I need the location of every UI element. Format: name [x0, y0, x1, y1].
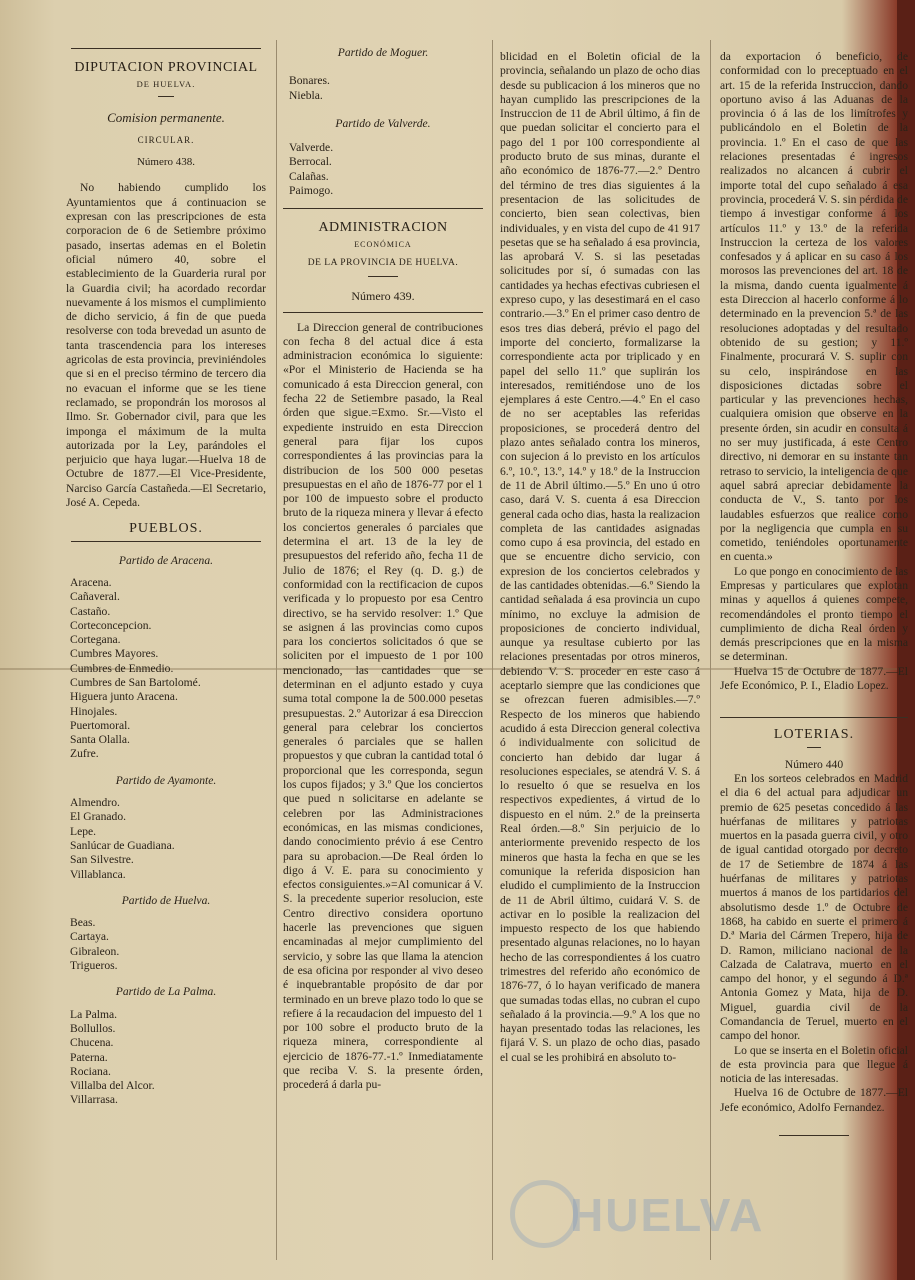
notice-number: Número 440 [784, 757, 844, 771]
section-title: Comision permanente. [107, 109, 225, 125]
town-item: Aracena. [70, 575, 112, 589]
notice-body: La Direccion general de contribuciones con fecha 8 del actual dice á esta administracion económica lo siguiente: «Por el Ministerio de Hacienda se ha comunicado á esta Direccion general, con fecha 22 de Setiembre pasado, la Real órden que sigue.=Exmo. Sr.—Visto el expediente instruido en esta Direccion general para fijar los cupos correspondientes á las provincias para la distribucion de los 500 000 pesetas presupuestas en el año de 1876-77 por el 1 por 100 de impuesto sobre el producto bruto de la riqueza minera y llevar á efecto los conciertos generales ó parciales que determina el art. 13 de la ley de presupuestos del referido año, fecha 11 de Julio de 1876; el Rey (q. D. g.) de conformidad con la rectificacion de cupos verificada y lo propuesto por esa Centro directivo, se ha servido resolver: 1.º Que se asignen á las provincias como cupos para los conciertos solicitados ó que se soliciten por el impuesto de 1 por 100 mencionado, las cantidades que se determinan en el adjunto estado y cuya suma total compone la de 500.000 pesetas presupuestas. 2.º Autorizar á esa Direccion general para celebrar los conciertos generales ó parciales que se hallen propuestos y que cubran la cantidad total ó proporcional que les corresponda, segun los cupos fijados; y 3.º Que los conciertos que pued n solicitarse en adelante se celebren por las Administraciones económicas, en las mismas condiciones, dando conocimiento prévio á ese Centro para su aprobacion.—De Real órden lo digo á V. E. para su conocimiento y efectos consiguientes.»=Al comunicar á V. S. la precedente superior resolucion, este Centro directivo considera oportuno hacerle las prevenciones que siguen encaminadas al mejor cumplimiento del servicio, y sobre las que llama la atencion de esa oficina por responder al vivo deseo é inquebrantable propósito de dar por terminado en un breve plazo todo lo que se refiere á la recaudacion del impuesto del 1 por 100 sobre el producto bruto de la riqueza minera, correspondiente al ejercicio de 1876-77.-1.º Inmediatamente que reciba V. S. la presente órden, procederá á darla pu- [283, 320, 483, 1092]
notice-body-continued: da exportacion ó beneficio, de conformidad con lo preceptuado en el art. 15 de la referida Instruccion, dando oportuno aviso á las Aduanas de la provincia ó á las de los limítrofes y publicándolo en el Boletin de la provincia. 1.º En el caso de que las relaciones presentadas é ingresos realizados no alcancen á cubrir el importe total del cupo señalado á esa provincia, procederá V. S. sin pérdida de tiempo á investigar conforme á los artículos 11.º y 13.º de la referida Instruccion la certeza de los valores confesados y á aplicar en su caso á los morosos las prevenciones del art. 18 de la misma, dando cuenta igualmente á esta Direccion al hacerlo conforme á lo determinado en la prevencion 5.ª de las resoluciones adoptadas y del resultado obtenido de su gestion; y 11.º Finalmente, procurará V. S. suplir con su celo, inspirándose en las disposiciones dictadas sobre el particular y las prevenciones hechas, cualquiera omision que observe en la presente órden, sin acudir en consulta á no ser muy justificada, á este Centro directivo, ni demorar en su instante tan retraso to servicio, la inteligencia de que aquel sabrá apreciar debidamente la conducta de V., S. tanto por los laudables esfuerzos que realice como por la negligencia que cumpla en su cometido, teniéndoles oportunamente en cuenta.» [720, 50, 908, 564]
short-rule [158, 96, 174, 97]
lottery-paragraph: Lo que se inserta en el Boletin oficial de esta provincia para que llegue á noticia de las interesadas. [720, 1043, 908, 1086]
short-rule [807, 747, 821, 748]
town-list [289, 74, 483, 103]
column-divider [710, 40, 711, 1260]
district-title: Partido de La Palma. [115, 985, 217, 999]
town-item: Zufre. [70, 747, 99, 761]
column-2 [283, 0, 483, 1280]
notice-body: No habiendo cumplido los Ayuntamientos que á continuacion se expresan con las prescripciones de esta corporacion de 6 de Setiembre próximo pasado, insertas ademas en el Boletin oficial número 40, sobre el establecimiento de la Guarderia rural por la Guardia civil; ha acordado recordar nuevamente á los mismos el cumplimiento de dicho servicio, á fin de que pueda resolverse con toda brevedad un asunto de tanta trascendencia para los intereses agricolas de esta provincia, previniéndoles que si en el preciso término de tercero dia no evacuan el informe que se les tiene reclamado, se propondrán los morosos al Ilmo. Sr. Gobernador civil, para que les imponga el máximum de la multa autorizada por la Ley, parándoles el perjuicio que haya lugar.—Huelva 18 de Octubre de 1877.—El Vice-Presidente, Narciso García Castañeda.—El Secretario, José A. Cepeda. [66, 181, 266, 510]
rule [283, 208, 483, 209]
town-item: Rociana. [70, 1064, 111, 1078]
short-rule [368, 276, 398, 277]
town-item: Cañaveral. [70, 590, 120, 604]
town-list [289, 141, 483, 198]
town-item: Bonares. [289, 74, 330, 88]
column-divider [276, 40, 277, 1260]
town-item: Higuera junto Aracena. [70, 690, 178, 704]
town-item: San Silvestre. [70, 853, 134, 867]
notice-number: Número 438. [136, 156, 196, 169]
town-list [70, 1008, 266, 1108]
town-item: Paimogo. [289, 184, 334, 198]
admin-subtitle-2: DE LA PROVINCIA DE HUELVA. [307, 257, 459, 268]
town-item: Chucena. [70, 1036, 114, 1050]
town-item: La Palma. [70, 1007, 118, 1021]
district-title: Partido de Valverde. [335, 116, 431, 130]
town-item: Sanlúcar de Guadiana. [70, 838, 175, 852]
town-item: Cumbres de San Bartolomé. [70, 675, 201, 689]
town-item: Berrocal. [289, 155, 332, 169]
district-title: Partido de Huelva. [121, 893, 211, 907]
watermark: HUELVA [570, 1189, 765, 1241]
town-item: Lepe. [70, 824, 97, 838]
town-item: Almendro. [70, 796, 120, 810]
town-item: Niebla. [289, 88, 323, 102]
town-item: Puertomoral. [70, 718, 131, 732]
watermark-logo-icon [510, 1180, 578, 1248]
town-item: Corteconcepcion. [70, 618, 152, 632]
notice-number: Número 439. [351, 289, 415, 304]
town-list [70, 796, 266, 882]
town-item: Cartaya. [70, 930, 109, 944]
notice-body-continued: blicidad en el Boletin oficial de la provincia, señalando un plazo de ocho dias desde su publicacion á los mineros que no hayan cumplido las prescripciones de la Instruccion de 11 de Abril último, á fin de que puedan solicitar el concierto para el pago del 1 por 100 correspondiente al producto bruto de sus minas, durante el año económico de 1876-77.—2.º Dentro del término de tres dias siguientes á la presentacion de las solicitudes de concierto, bien sean colectivas, bien individuales, y en vista del cupo de 41 917 pesetas que se ha señalado á esa provincia, las aprobará V. S. si las pesetadas solicitudes por sí, ó sumadas con las cantidades ya hechas efectivas cubriesen el expreso cupo, y las desestimará en el caso contrario.—3.º En el primer caso dentro de esos tres dias deberá, prévio el pago del importe del concierto, formalizarse la correspondiente acta por triplicado y en papel del sello 11.º que suplirán los interesados, remitiéndose uno de los ejemplares á este Centro.—4.º En el caso de no ser aceptables las referidas proposiciones, se procederá dentro del plazo antes señalado contra los mineros, con sujecion á lo previsto en los artículos 6.º, 10.º, 13.º, 14.º y 18.º de la Instruccion de 11 de Abril último.—5.º En uno ú otro caso, dará V. S. cuenta á esa Direccion general cada ocho dias, hasta la realizacion completa de las cantidades asignadas como cupo á esa provincia, del estado en que se encuentre dicho servicio, con expresion de los conciertos celebrados y de las cantidades obtenidas.—6.º Siendo la cantidad señalada á esa provincia un cupo mínimo, no excluye la admision de proposiciones de concierto individual, aunque ya resultase cubierto por las relaciones presentadas por otros mineros, debiendo V. S. proceder en este caso á aceptarlo siempre que las condiciones que se ofrezcan fueren admisibles.—7.º Respecto de los mineros que habiendo acudido á esta Direccion general colectiva ó individualmente con solicitud de concierto han debido dar lugar á resoluciones especiales, se atendrá V. S. á lo resuelto ó que se resuelva en los respectivos expedientes, á virtud de lo dispuesto en el núm. 2.º de la preinserta Real órden.—8.º Sin perjuicio de lo anteriormente prevenido respecto de los mineros que hasta la fecha en que se les comunique la referida disposicion han eludido el cumplimiento de la Instruccion de 11 de Abril último, cuidará V. S. de activar en lo posible la realizacion del impuesto respecto de los que habiendo presentado algunas relaciones, no lo hayan hecho de las correspondientes á los cuatro trimestres del referido año económico de 1876-77, ó lo hayan verificado de manera que sumadas todas ellas, no cubran el cupo señalado á la provincia.—9.º A los que no hayan presentado todas las relaciones, les fijará V. S. un plazo de ocho dias, pasado el cual se les prohibirá en absoluto to- [500, 50, 700, 1064]
circular-label: CIRCULAR. [137, 134, 195, 145]
rule [720, 717, 908, 718]
admin-subtitle: ECONÓMICA [354, 239, 412, 249]
rule [71, 541, 261, 542]
town-item: Trigueros. [70, 959, 118, 973]
column-3 [500, 0, 700, 1280]
lottery-signature: Huelva 16 de Octubre de 1877.—El Jefe económico, Adolfo Fernandez. [720, 1086, 908, 1114]
town-item: Gibraleon. [70, 944, 120, 958]
town-item: Villalba del Alcor. [70, 1079, 155, 1093]
column-1 [66, 0, 266, 1280]
town-item: El Granado. [70, 810, 127, 824]
town-item: Cortegana. [70, 633, 121, 647]
district-title: Partido de Moguer. [337, 46, 429, 59]
org-subtitle: DE HUELVA. [136, 79, 196, 90]
town-item: Bollullos. [70, 1021, 116, 1035]
pueblos-heading: PUEBLOS. [129, 521, 203, 537]
notice-paragraph: Lo que pongo en conocimiento de las Empresas y particulares que explotan minas y aquellos á quienes compete, recomendándoles el pronto tiempo el cumplimiento de dicha Real órden y demás prescripciones que en la misma se determinan. [720, 564, 908, 664]
district-title: Partido de Ayamonte. [115, 773, 217, 787]
town-item: Castaño. [70, 604, 111, 618]
column-4 [720, 0, 908, 1280]
loterias-heading: LOTERIAS. [773, 727, 855, 743]
lottery-body: En los sorteos celebrados en Madrid el dia 6 del actual para adjudicar un premio de 625 pesetas concedido á las huérfanas de militares y patriotas muertos en la pasada guerra civil, y otro de igual cantidad otorgado por decreto de 17 de Setiembre de 1874 á las huérfanas de militares y patriotas muertos á manos de los partidarios del absolutismo desde 1.º de Octubre de 1868, ha cabido en suerte el primero á D.ª Maria del Cármen Trepero, hija de D. Ramon, miliciano nacional de la Calzada de Calatrava, muerto en el campo del honor, y el segundo á D.ª Antonia Gomez y Mata, hija de D. Miguel, guardia civil de la Comandancia de Teruel, muerto en el campo del honor. [720, 771, 908, 1043]
town-item: Valverde. [289, 141, 334, 155]
town-item: Calañas. [289, 169, 329, 183]
town-list [70, 916, 266, 973]
district-title: Partido de Aracena. [118, 553, 214, 567]
town-item: Villablanca. [70, 867, 126, 881]
end-rule [779, 1135, 849, 1136]
town-item: Cumbres de Enmedio. [70, 661, 174, 675]
town-item: Hinojales. [70, 704, 118, 718]
town-item: Santa Olalla. [70, 733, 130, 747]
org-title: DIPUTACION PROVINCIAL [74, 60, 258, 75]
district-groups [66, 554, 266, 1108]
town-item: Cumbres Mayores. [70, 647, 159, 661]
admin-title: ADMINISTRACION [318, 220, 448, 236]
town-item: Beas. [70, 916, 96, 930]
rule [283, 312, 483, 313]
notice-signature: Huelva 15 de Octubre de 1877.—El Jefe Económico, P. I., Eladio Lopez. [720, 664, 908, 693]
town-list [70, 576, 266, 762]
town-item: Paterna. [70, 1050, 108, 1064]
town-item: Villarrasa. [70, 1093, 118, 1107]
column-divider [492, 40, 493, 1260]
